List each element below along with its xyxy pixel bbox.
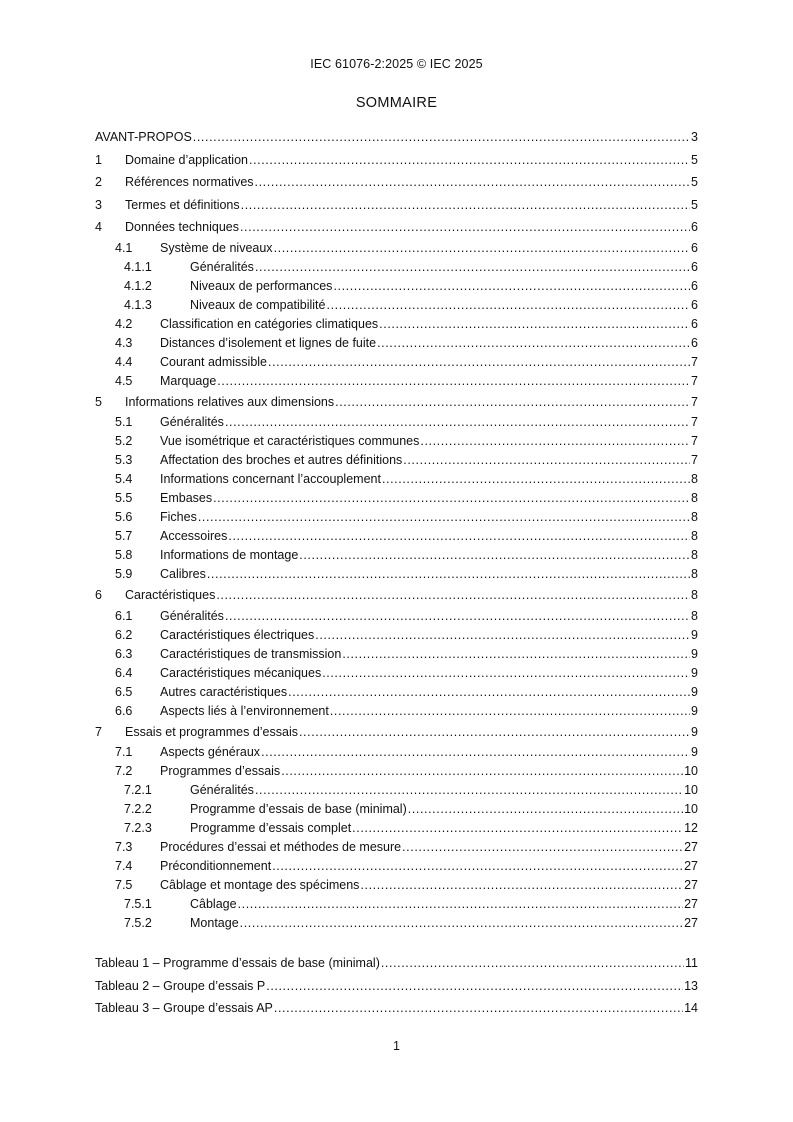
dot-leader [268, 353, 690, 372]
dot-leader [193, 126, 690, 149]
toc-entry[interactable] [95, 838, 698, 857]
toc-entry-number: 7.2.2 [124, 802, 152, 816]
toc-entry-page: 8 [691, 608, 698, 623]
dot-leader [266, 975, 683, 998]
toc-entry-number: 5.2 [115, 434, 133, 448]
toc-entry[interactable] [95, 258, 698, 277]
toc-entry[interactable] [95, 194, 698, 217]
toc-entry-number: 3 [95, 197, 102, 212]
dot-leader [225, 413, 690, 432]
toc-entry-number: 5.5 [115, 491, 133, 505]
toc-entry-label: Termes et définitions [125, 197, 240, 212]
table-list-entry[interactable] [95, 952, 698, 975]
toc-entry-number: 5.8 [115, 548, 133, 562]
toc-entry-number: 4.1.2 [124, 278, 152, 293]
toc-entry-page: 10 [684, 764, 698, 778]
toc-entry[interactable] [95, 334, 698, 353]
toc-entry-page: 27 [684, 878, 698, 892]
toc-entry-label: Caractéristiques de transmission [160, 646, 342, 661]
toc-entry-number: 7.3 [115, 840, 133, 854]
dot-leader [379, 315, 690, 334]
toc-entry-page: 6 [691, 335, 698, 350]
dot-leader [198, 508, 690, 527]
toc-entry-number: 4.3 [115, 335, 133, 350]
dot-leader [255, 171, 691, 194]
toc-entry-number: 5.1 [115, 415, 133, 429]
dot-leader [299, 546, 690, 565]
dot-leader [403, 451, 690, 470]
toc-entry-label: Références normatives [125, 175, 254, 189]
toc-entry-number: 4.1.1 [124, 259, 152, 274]
dot-leader [261, 743, 690, 762]
toc-entry[interactable] [95, 451, 698, 470]
dot-leader [327, 296, 691, 315]
toc-entry-page: 9 [691, 724, 698, 739]
toc-entry-number: 5.9 [115, 567, 133, 581]
toc-entry[interactable] [95, 296, 698, 315]
toc-entry-page: 9 [691, 665, 698, 680]
toc-entry-label: Procédures d’essai et méthodes de mesure [160, 840, 402, 854]
dot-leader [377, 334, 690, 353]
toc-entry[interactable] [95, 857, 698, 876]
toc-entry[interactable] [95, 391, 698, 414]
toc-entry[interactable] [95, 914, 698, 933]
toc-entry-number: 7.2.3 [124, 821, 152, 835]
dot-leader [335, 391, 690, 414]
toc-entry-label: Caractéristiques électriques [160, 627, 315, 642]
toc-entry-page: 6 [691, 316, 698, 331]
toc-entry-number: 6.3 [115, 646, 133, 661]
toc-entry[interactable] [95, 626, 698, 645]
toc-entry-page: 13 [684, 978, 698, 993]
toc-entry-page: 3 [691, 130, 698, 144]
dot-leader [225, 607, 690, 626]
toc-entry-label: Montage [190, 916, 239, 930]
toc-entry[interactable] [95, 413, 698, 432]
toc-entry[interactable] [95, 149, 698, 172]
toc-entry-number: 4.5 [115, 373, 133, 388]
dot-leader [255, 781, 683, 800]
dot-leader [216, 584, 690, 607]
toc-entry[interactable] [95, 876, 698, 895]
dot-leader [249, 149, 690, 172]
toc-entry-label: Affectation des broches et autres définitions [160, 453, 403, 467]
table-of-contents [95, 126, 698, 1020]
toc-entry-page: 8 [691, 472, 698, 486]
dot-leader [322, 664, 690, 683]
dot-leader [299, 721, 690, 744]
toc-entry[interactable] [95, 702, 698, 721]
dot-leader [402, 838, 683, 857]
toc-entry-page: 7 [691, 373, 698, 388]
toc-entry[interactable] [95, 171, 698, 194]
toc-entry-label: Courant admissible [160, 354, 267, 369]
toc-entry-number: 6.2 [115, 627, 133, 642]
toc-entry-page: 9 [691, 703, 698, 718]
toc-entry-number: 4.1 [115, 240, 133, 255]
dot-leader [381, 952, 684, 975]
toc-entry-page: 8 [691, 548, 698, 562]
toc-entry-page: 5 [691, 197, 698, 212]
toc-entry-label: Informations concernant l’accouplement [160, 472, 381, 486]
toc-entry[interactable] [95, 277, 698, 296]
toc-entry[interactable] [95, 315, 698, 334]
toc-entry-label: Niveaux de performances [190, 278, 333, 293]
toc-entry-number: 5.7 [115, 529, 133, 543]
toc-entry-label: Aspects généraux [160, 745, 261, 759]
dot-leader [217, 372, 690, 391]
toc-entries [95, 126, 698, 933]
toc-entry-label: AVANT-PROPOS [95, 130, 192, 144]
toc-entry-page: 6 [691, 297, 698, 312]
toc-entry-page: 9 [691, 627, 698, 642]
toc-entry-label: Informations de montage [160, 548, 299, 562]
toc-entry-label: Accessoires [160, 529, 228, 543]
toc-entry-number: 6.4 [115, 665, 133, 680]
page-number: 1 [393, 1039, 400, 1053]
toc-entry-page: 8 [691, 491, 698, 505]
toc-entry-label: Tableau 2 – Groupe d’essais P [95, 978, 266, 993]
toc-entry-page: 5 [691, 175, 698, 189]
dot-leader [352, 819, 683, 838]
toc-entry[interactable] [95, 239, 698, 258]
toc-entry-page: 11 [685, 956, 698, 970]
toc-entry-label: Câblage et montage des spécimens [160, 878, 360, 892]
toc-entry-label: Préconditionnement [160, 859, 272, 873]
dot-leader [281, 762, 683, 781]
toc-entry-page: 9 [691, 646, 698, 661]
toc-entry[interactable] [95, 584, 698, 607]
toc-entry-page: 14 [684, 1001, 698, 1015]
toc-entry-label: Câblage [190, 897, 237, 911]
dot-leader [240, 216, 690, 239]
toc-entry-label: Généralités [160, 415, 224, 429]
toc-entry-number: 4 [95, 220, 102, 234]
toc-entry-label: Domaine d’application [125, 152, 248, 167]
toc-entry-page: 10 [684, 783, 698, 797]
toc-entry-page: 6 [691, 278, 698, 293]
dot-leader [274, 239, 690, 258]
toc-entry-label: Tableau 1 – Programme d’essais de base (minimal) [95, 956, 380, 970]
toc-entry-label: Programme d’essais complet [190, 821, 352, 835]
toc-entry-label: Système de niveaux [160, 240, 273, 255]
toc-entry[interactable] [95, 470, 698, 489]
toc-entry-page: 27 [684, 916, 698, 930]
toc-entry-number: 6.6 [115, 703, 133, 718]
toc-entry-page: 7 [691, 434, 698, 448]
toc-entry[interactable] [95, 489, 698, 508]
dot-leader [255, 258, 690, 277]
toc-entry-page: 7 [691, 415, 698, 429]
toc-entry-number: 6.1 [115, 608, 133, 623]
toc-entry-label: Calibres [160, 567, 206, 581]
toc-entry-number: 7.2.1 [124, 783, 152, 797]
toc-entry-label: Aspects liés à l’environnement [160, 703, 329, 718]
toc-entry-page: 10 [684, 802, 698, 816]
toc-entry-page: 27 [684, 859, 698, 873]
toc-entry[interactable] [95, 372, 698, 391]
toc-entry-label: Embases [160, 491, 213, 505]
dot-leader [333, 277, 690, 296]
list-of-tables [95, 952, 698, 1020]
toc-entry-number: 2 [95, 175, 102, 189]
dot-leader [238, 895, 684, 914]
toc-entry[interactable] [95, 508, 698, 527]
toc-entry-number: 7.4 [115, 859, 133, 873]
toc-entry-page: 8 [691, 567, 698, 581]
toc-entry-label: Tableau 3 – Groupe d’essais AP [95, 1001, 273, 1015]
dot-leader [360, 876, 683, 895]
dot-leader [241, 194, 690, 217]
dot-leader [315, 626, 690, 645]
toc-entry-page: 5 [691, 152, 698, 167]
toc-entry-number: 4.4 [115, 354, 133, 369]
dot-leader [408, 800, 683, 819]
toc-entry-number: 5.6 [115, 510, 133, 524]
toc-spacer [95, 933, 698, 952]
toc-entry[interactable] [95, 762, 698, 781]
toc-entry-number: 7.5.2 [124, 916, 152, 930]
toc-entry-page: 9 [691, 745, 698, 759]
toc-entry[interactable] [95, 126, 698, 149]
toc-entry-label: Marquage [160, 373, 217, 388]
toc-entry[interactable] [95, 895, 698, 914]
toc-entry-page: 7 [691, 453, 698, 467]
toc-entry-page: 27 [684, 840, 698, 854]
dot-leader [228, 527, 690, 546]
toc-entry-page: 8 [691, 510, 698, 524]
toc-entry[interactable] [95, 353, 698, 372]
toc-entry-number: 7.5 [115, 878, 133, 892]
toc-entry-label: Généralités [190, 783, 254, 797]
toc-entry[interactable] [95, 645, 698, 664]
dot-leader [274, 997, 683, 1020]
toc-entry[interactable] [95, 546, 698, 565]
toc-entry-page: 27 [684, 897, 698, 911]
toc-entry[interactable] [95, 781, 698, 800]
toc-entry-label: Caractéristiques [125, 588, 216, 602]
toc-entry-label: Caractéristiques mécaniques [160, 665, 322, 680]
table-list-entry[interactable] [95, 975, 698, 998]
toc-entry-page: 8 [691, 588, 698, 602]
dot-leader [207, 565, 690, 584]
toc-entry-number: 5.3 [115, 453, 133, 467]
dot-leader [272, 857, 683, 876]
toc-entry[interactable] [95, 721, 698, 744]
toc-entry[interactable] [95, 432, 698, 451]
toc-entry-number: 6.5 [115, 684, 133, 699]
toc-entry-number: 1 [95, 152, 102, 167]
document-header: IEC 61076-2:2025 © IEC 2025 [310, 57, 483, 71]
toc-entry[interactable] [95, 664, 698, 683]
toc-entry-page: 6 [691, 259, 698, 274]
toc-entry-number: 4.1.3 [124, 297, 152, 312]
toc-entry-label: Distances d’isolement et lignes de fuite [160, 335, 377, 350]
toc-entry-page: 12 [684, 821, 698, 835]
toc-entry-label: Informations relatives aux dimensions [125, 394, 335, 409]
toc-entry-page: 6 [691, 220, 698, 234]
toc-entry-label: Programmes d’essais [160, 764, 281, 778]
toc-entry-label: Essais et programmes d’essais [125, 724, 298, 739]
toc-entry[interactable] [95, 527, 698, 546]
toc-entry-page: 7 [691, 354, 698, 369]
toc-entry-label: Classification en catégories climatiques [160, 316, 379, 331]
toc-entry[interactable] [95, 607, 698, 626]
dot-leader [240, 914, 683, 933]
toc-entry-page: 7 [691, 394, 698, 409]
toc-entry-label: Généralités [160, 608, 224, 623]
dot-leader [288, 683, 690, 702]
toc-entry[interactable] [95, 743, 698, 762]
toc-entry[interactable] [95, 819, 698, 838]
toc-entry-label: Autres caractéristiques [160, 684, 288, 699]
toc-entry-number: 4.2 [115, 316, 133, 331]
toc-entry-page: 6 [691, 240, 698, 255]
toc-entry[interactable] [95, 216, 698, 239]
toc-entry-page: 9 [691, 684, 698, 699]
toc-entry-page: 8 [691, 529, 698, 543]
toc-entry-label: Vue isométrique et caractéristiques communes [160, 434, 420, 448]
dot-leader [382, 470, 690, 489]
toc-entry[interactable] [95, 683, 698, 702]
toc-entry-number: 7.1 [115, 745, 133, 759]
toc-entry-label: Niveaux de compatibilité [190, 297, 326, 312]
toc-entry-label: Fiches [160, 510, 197, 524]
toc-entry-number: 7 [95, 724, 102, 739]
dot-leader [420, 432, 690, 451]
toc-entry-label: Programme d’essais de base (minimal) [190, 802, 407, 816]
toc-entry-number: 5 [95, 394, 102, 409]
dot-leader [342, 645, 690, 664]
toc-entry-number: 7.5.1 [124, 897, 152, 911]
dot-leader [330, 702, 690, 721]
page-title: SOMMAIRE [355, 95, 438, 111]
table-list-entry[interactable] [95, 997, 698, 1020]
toc-entry-label: Généralités [190, 259, 254, 274]
toc-entry-number: 7.2 [115, 764, 133, 778]
toc-entry-number: 6 [95, 588, 102, 602]
toc-entry-number: 5.4 [115, 472, 133, 486]
toc-entry[interactable] [95, 565, 698, 584]
toc-entry[interactable] [95, 800, 698, 819]
dot-leader [213, 489, 690, 508]
toc-entry-label: Données techniques [125, 220, 239, 234]
